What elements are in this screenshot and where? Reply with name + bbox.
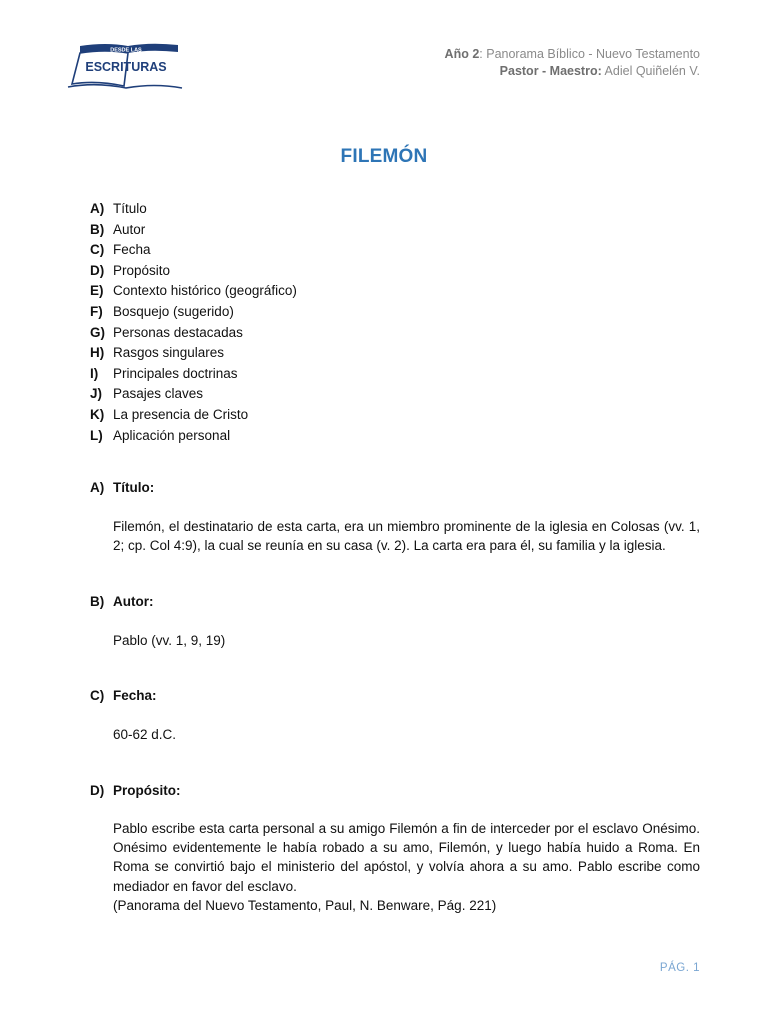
section-body-autor <box>113 631 700 650</box>
list-item: C) Fecha <box>90 242 151 258</box>
course-line: Año 2: Panorama Bíblico - Nuevo Testamento <box>444 47 700 61</box>
paragraph: Filemón, el destinatario de esta carta, era un miembro prominente de la iglesia en Colosas (vv. 1, 2; cp. Col 4:9), la cual se reunía en su casa (v. 2). La carta era para él, su familia y la iglesia. <box>113 519 700 554</box>
list-item: J) Pasajes claves <box>90 386 204 402</box>
list-item: K) La presencia de Cristo <box>90 406 249 422</box>
desde-las-escrituras-logo <box>66 42 184 92</box>
logo-line1: DESDE LAS <box>110 47 142 54</box>
list-item: D) Propósito <box>90 262 171 278</box>
section-body-fecha <box>113 725 700 744</box>
section-heading-fecha: C) Fecha: <box>90 688 157 703</box>
section-heading-titulo: A) Título: <box>90 480 155 495</box>
list-item: I) Principales doctrinas <box>90 365 238 381</box>
outline-list <box>90 199 297 446</box>
paragraph: Pablo (vv. 1, 9, 19) <box>113 633 226 648</box>
list-item: G) Personas destacadas <box>90 324 243 340</box>
paragraph: 60-62 d.C. <box>113 727 177 742</box>
list-item: E) Contexto histórico (geográfico) <box>90 283 297 299</box>
section-heading-proposito: D) Propósito: <box>90 783 181 798</box>
list-item: L) Aplicación personal <box>90 427 231 443</box>
logo-line2: ESCRITURAS <box>85 60 167 74</box>
page-number: PÁG. 1 <box>659 962 700 974</box>
section-heading-autor: B) Autor: <box>90 594 154 609</box>
list-item: F) Bosquejo (sugerido) <box>90 303 234 319</box>
list-item: A) Título <box>90 201 147 216</box>
list-item: H) Rasgos singulares <box>90 345 225 361</box>
section-body-titulo <box>113 517 700 555</box>
citation: (Panorama del Nuevo Testamento, Paul, N. Benware, Pág. 221) <box>113 897 497 913</box>
document-header-info <box>445 46 700 80</box>
section-body-proposito <box>113 819 700 915</box>
teacher-line: Pastor - Maestro: Adiel Quiñelén V. <box>499 64 700 78</box>
page-title: FILEMÓN <box>340 146 428 167</box>
paragraph: Pablo escribe esta carta personal a su amigo Filemón a fin de interceder por el esclavo Onésimo. Onésimo evidentemente le había robado a su amo, Filemón, y luego había huido a Roma. En Roma se convirtió bajo el ministerio del apóstol, y volvía ahora a su amo. Pablo escribe como mediador en favor del esclavo. <box>113 821 700 894</box>
list-item: B) Autor <box>90 221 146 237</box>
